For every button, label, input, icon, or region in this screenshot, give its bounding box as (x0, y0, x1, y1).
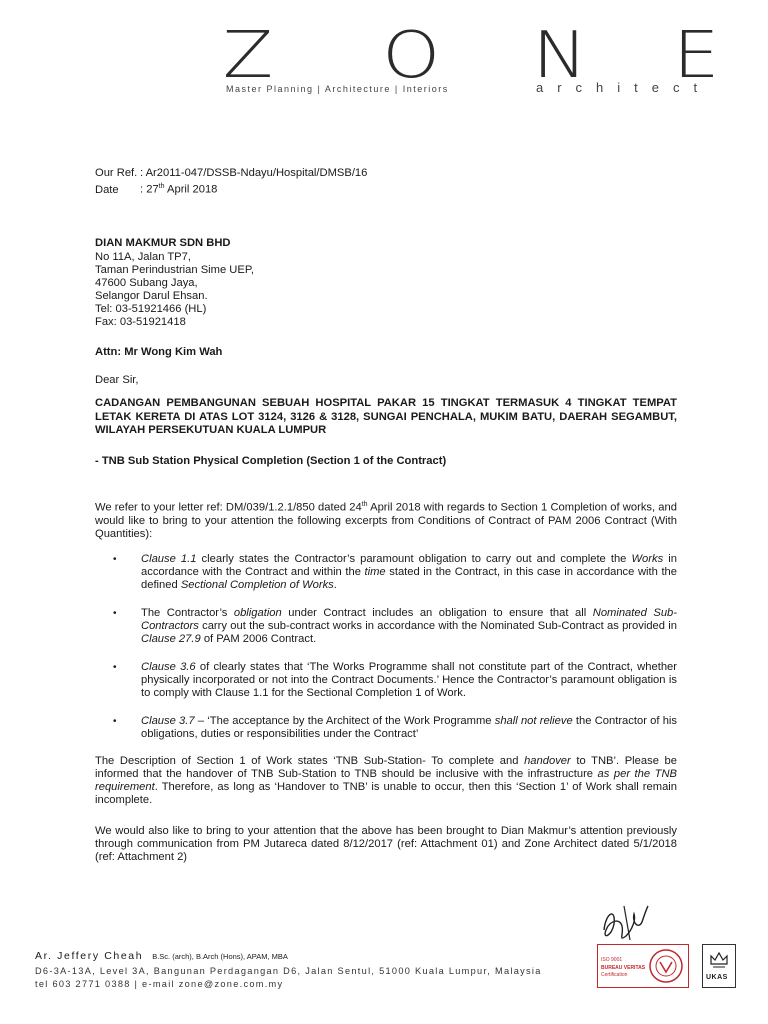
emphasis: Nominated Sub-Contractors (141, 607, 677, 632)
emphasis: handover (524, 755, 571, 767)
clause-ref: Clause 27.9 (141, 633, 201, 645)
date-prefix: : 27 (140, 183, 159, 196)
address-line: No 11A, Jalan TP7, (95, 251, 191, 263)
bullet-icon: • (113, 608, 117, 619)
clause-ref: Clause 1.1 (141, 553, 197, 565)
footer-name: Ar. Jeffery Cheah (35, 950, 144, 962)
bullet-text: – ‘The acceptance by the Architect of the Work Programme (194, 715, 495, 727)
intro-paragraph (95, 498, 677, 541)
clause-ref: Clause 3.7 (141, 715, 195, 727)
bullet-text: The Contractor’s (141, 607, 234, 619)
cert-bv-name: BUREAU VERITAS (601, 965, 646, 971)
intro-text: We refer to your letter ref: DM/039/1.2.1/850 dated 24 (95, 501, 362, 514)
address-line: Fax: 03-51921418 (95, 316, 186, 328)
bullet-text: under Contract includes an obligation to ensure that all (281, 607, 593, 619)
paragraph-text: The Description of Section 1 of Work states ‘TNB Sub-Station- To complete and (95, 755, 525, 767)
bureau-veritas-seal-icon (648, 948, 684, 984)
salutation: Dear Sir, (95, 374, 139, 386)
logo-letter-z: Z (222, 19, 274, 93)
emphasis: Works (631, 553, 664, 565)
paragraph-text: to TNB’. Please be informed that the handover of TNB Sub-Station to TNB should be inclusive with the infrastructure (95, 755, 677, 780)
list-item-text (141, 715, 677, 741)
our-ref-label: Our Ref. (95, 167, 138, 179)
address-line: Tel: 03-51921466 (HL) (95, 303, 207, 315)
subject-title: CADANGAN PEMBANGUNAN SEBUAH HOSPITAL PAKAR 15 TINGKAT TERMASUK 4 TINGKAT TEMPAT LETAK KERETA DI ATAS LOT 3124, 3126 & 3128, SUNGAI PENCHALA, MUKIM BATU, DAERAH SEGAMBUT, WILAYAH PERSEKUTUAN KUALA LUMPUR (95, 397, 677, 436)
crown-icon (708, 948, 730, 970)
ukas-label: UKAS (706, 974, 728, 981)
paragraph-text: . Therefore, as long as ‘Handover to TNB’ is unable to occur, then this ‘Section 1’ of Work shall remain incomplete. (95, 781, 677, 806)
footer-qualifications: B.Sc. (arch), B.Arch (Hons), APAM, MBA (152, 952, 288, 961)
bullet-text: the Contractor of his obligations, duties or responsibilities under the Contract’ (141, 715, 677, 740)
bullet-text: carry out the sub-contract works in accordance with the Nominated Sub-Contract as provided in (198, 620, 677, 632)
bullet-text: . (333, 579, 337, 591)
emphasis: Sectional Completion of Works (180, 579, 334, 591)
description-paragraph (95, 755, 677, 807)
list-item-text (141, 607, 677, 646)
emphasis: obligation (233, 607, 282, 619)
logo-letter-e: E (672, 19, 720, 93)
address-line: 47600 Subang Jaya, (95, 277, 198, 289)
bullet-icon: • (113, 716, 117, 727)
our-ref-value: : Ar2011-047/DSSB-Ndayu/Hospital/DMSB/16 (140, 167, 368, 179)
date-suffix: th (158, 183, 165, 190)
bureau-veritas-badge (597, 944, 689, 988)
our-ref-line (95, 167, 367, 180)
footer-address: D6-3A-13A, Level 3A, Bangunan Perdagangan D6, Jalan Sentul, 51000 Kuala Lumpur, Malaysia (35, 966, 542, 976)
date-label: Date (95, 183, 119, 196)
attention-line: Attn: Mr Wong Kim Wah (95, 346, 223, 358)
logo-letter-o: O (382, 19, 441, 93)
ukas-badge (702, 944, 736, 988)
recipient-company: DIAN MAKMUR SDN BHD (95, 237, 231, 249)
date-line (95, 180, 217, 197)
bullet-text: in accordance with the Contract and within the (141, 553, 677, 578)
emphasis: as per the TNB requirement (95, 768, 677, 793)
logo-letter-n: N (532, 19, 588, 93)
list-item-text (141, 553, 677, 592)
emphasis: time (364, 566, 386, 578)
bullet-icon: • (113, 662, 117, 673)
bullet-icon: • (113, 554, 117, 565)
cert-iso-label: ISO 9001 (601, 957, 623, 963)
bullet-text: stated in the Contract, in this case in accordance with the defined (141, 566, 677, 591)
logo-subtitle: architect (536, 80, 712, 95)
footer-contact: tel 603 2771 0388 | e-mail zone@zone.com.my (35, 979, 284, 989)
closing-paragraph: We would also like to bring to your attention that the above has been brought to Dian Makmur’s attention previously through communication from PM Jutareca dated 8/12/2017 (ref: Attachment 01) and Zone Architect dated 5/1/2018 (ref: Attachment 2) (95, 825, 677, 863)
bullet-text: of clearly states that ‘The Works Programme shall not constitute part of the Contract, whether physically incorporated or not into the Contract Documents.’ Hence the Contractor’s paramount obligation is to comply with Clause 1.1 for the Sectional Completion 1 of Work. (141, 661, 677, 699)
bullet-text: of PAM 2006 Contract. (200, 633, 317, 645)
letterhead-tagline: Master Planning | Architecture | Interiors (226, 84, 449, 94)
signature (596, 900, 656, 948)
address-line: Selangor Darul Ehsan. (95, 290, 208, 302)
intro-text: April 2018 with regards to Section 1 Completion of works, and would like to bring to your attention the following excerpts from Conditions of Contract of PAM 2006 Contract (With Quantities): (95, 501, 677, 540)
cert-bv-sub: Certification (601, 972, 628, 978)
subject-subtitle: - TNB Sub Station Physical Completion (Section 1 of the Contract) (95, 455, 447, 467)
address-line: Taman Perindustrian Sime UEP, (95, 264, 254, 276)
footer-signatory (35, 950, 288, 962)
list-item-text (141, 661, 677, 700)
clause-ref: Clause 3.6 (141, 661, 196, 673)
bullet-text: clearly states the Contractor’s paramount obligation to carry out and complete the (196, 553, 632, 565)
intro-suffix: th (361, 501, 368, 508)
emphasis: shall not relieve (494, 715, 573, 727)
date-rest: April 2018 (164, 183, 218, 196)
